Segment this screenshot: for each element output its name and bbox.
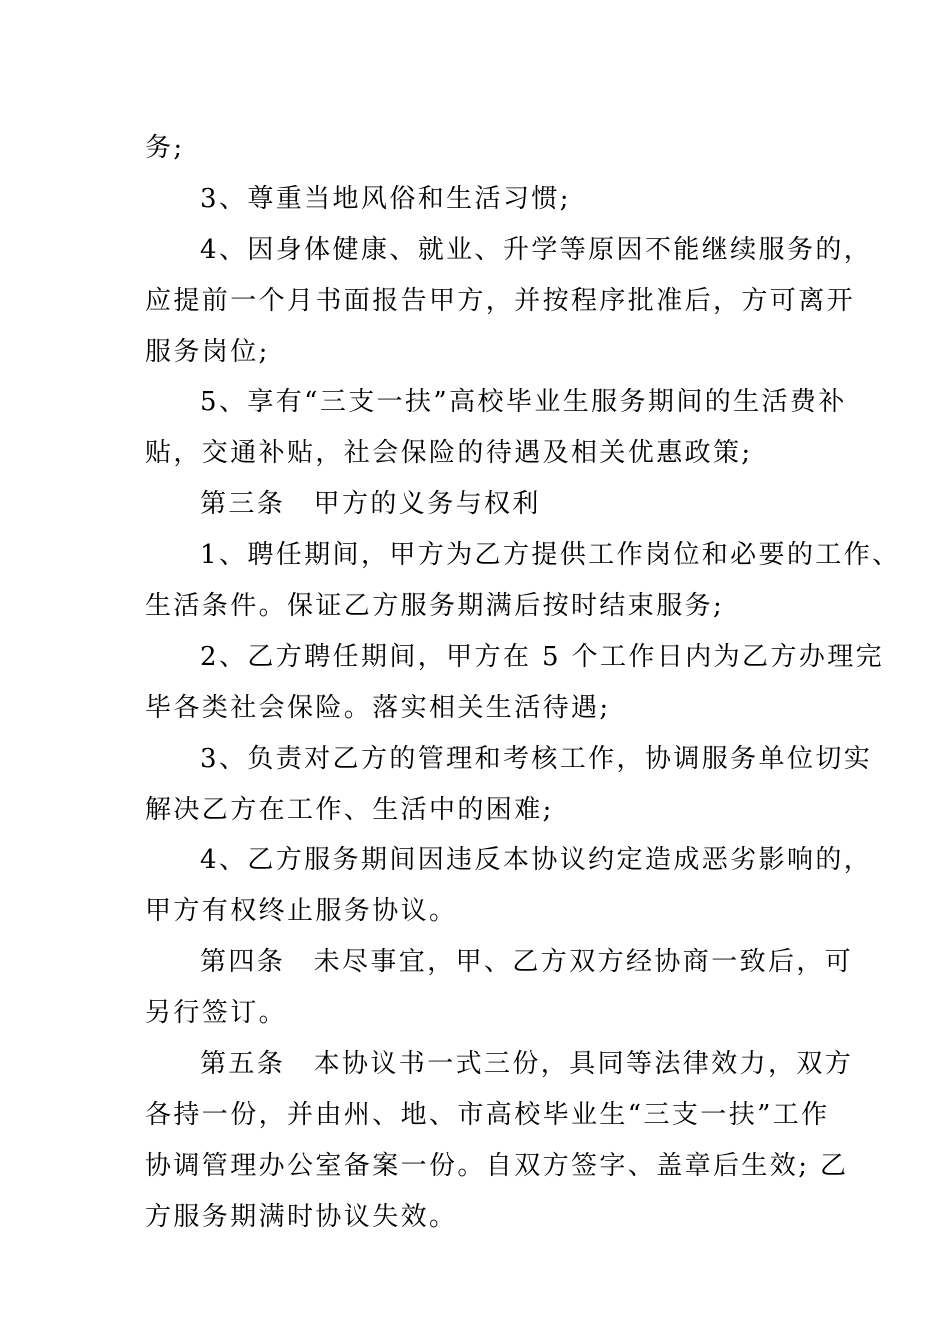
text-line: 方服务期满时协议失效。	[145, 1201, 458, 1232]
text-line: 另行签订。	[145, 998, 288, 1029]
text-line: 4、乙方服务期间因违反本协议约定造成恶劣影响的，	[200, 845, 873, 876]
text-line: 3、负责对乙方的管理和考核工作，协调服务单位切实	[200, 743, 873, 774]
text-line: 生活条件。保证乙方服务期满后按时结束服务;	[145, 591, 725, 622]
text-line: 解决乙方在工作、生活中的困难;	[145, 794, 554, 825]
text-line: 甲方有权终止服务协议。	[145, 896, 458, 927]
text-line: 务;	[145, 133, 185, 163]
text-line: 4、因身体健康、就业、升学等原因不能继续服务的，	[200, 234, 873, 265]
text-line: 1、聘任期间，甲方为乙方提供工作岗位和必要的工作、	[200, 540, 901, 571]
text-line: 贴，交通补贴，社会保险的待遇及相关优惠政策;	[145, 438, 753, 469]
article-heading: 第四条 未尽事宜，甲、乙方双方经协商一致后，可	[200, 947, 854, 978]
text-line: 毕各类社会保险。落实相关生活待遇;	[145, 692, 611, 723]
article-heading: 第三条 甲方的义务与权利	[200, 489, 541, 520]
document-body	[145, 128, 901, 1248]
text-line: 各持一份，并由州、地、市高校毕业生“三支一扶”工作	[145, 1099, 830, 1130]
text-line: 2、乙方聘任期间，甲方在 5 个工作日内为乙方办理完	[200, 641, 885, 672]
text-line: 3、尊重当地风俗和生活习惯;	[200, 183, 571, 214]
article-heading: 第五条 本协议书一式三份，具同等法律效力，双方	[200, 1049, 854, 1080]
text-line: 应提前一个月书面报告甲方，并按程序批准后，方可离开	[145, 285, 856, 316]
text-line: 协调管理办公室备案一份。自双方签字、盖章后生效; 乙	[145, 1150, 849, 1181]
text-line: 服务岗位;	[145, 336, 270, 367]
text-line: 5、享有“三支一扶”高校毕业生服务期间的生活费补	[200, 387, 847, 418]
